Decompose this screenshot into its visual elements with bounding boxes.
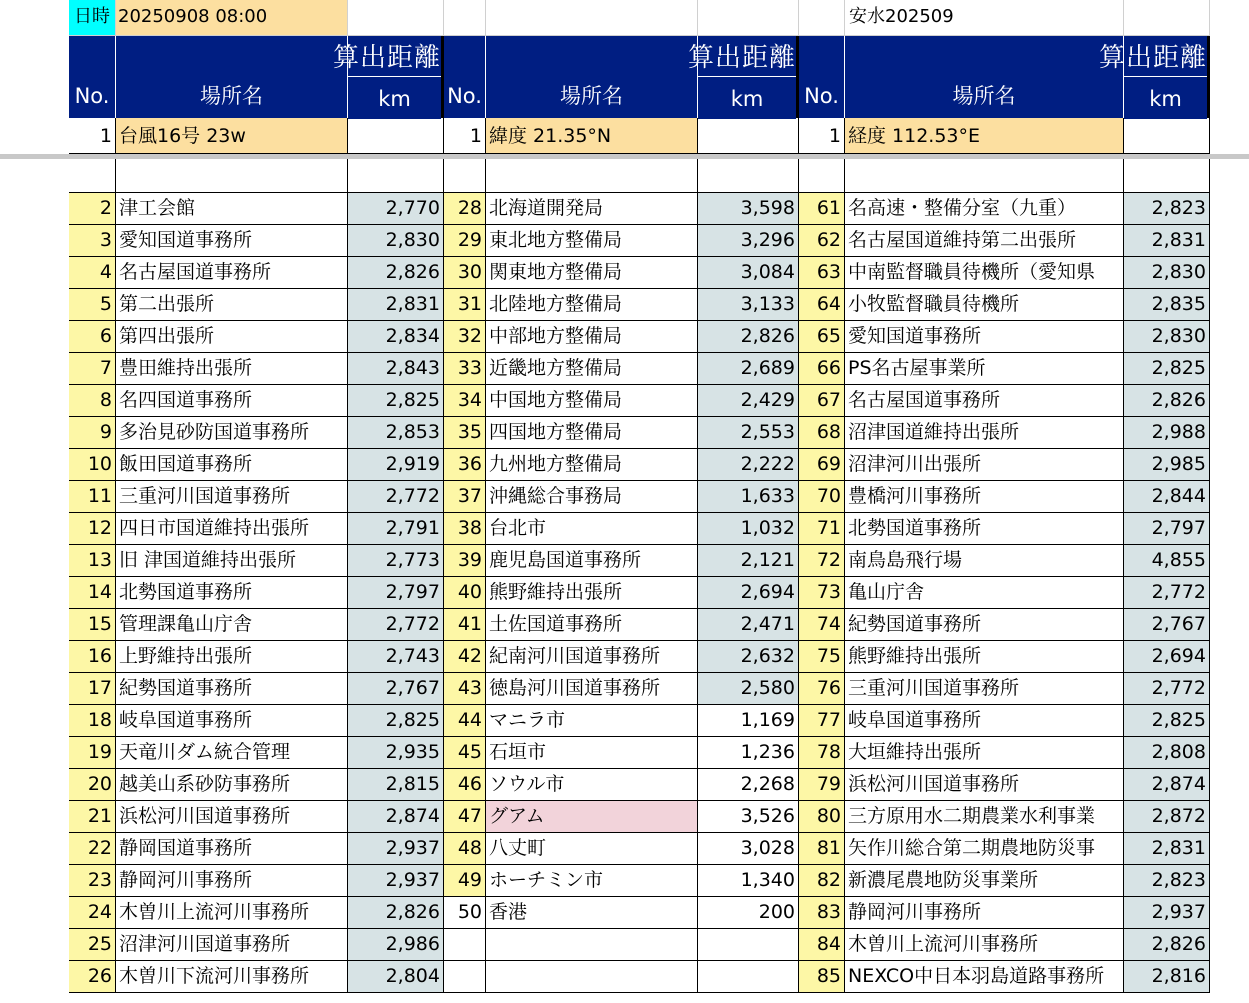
distance-km-cell[interactable]: 1,633 (698, 481, 799, 513)
distance-km-cell[interactable]: 2,797 (348, 577, 444, 609)
place-name-cell[interactable]: 名古屋国道事務所 (116, 257, 348, 289)
distance-km-cell[interactable]: 2,825 (348, 705, 444, 737)
place-name-cell[interactable]: 静岡国道事務所 (116, 833, 348, 865)
row-number-cell[interactable]: 74 (799, 609, 845, 641)
place-name-cell[interactable]: 小牧監督職員待機所 (845, 289, 1124, 321)
distance-km-cell[interactable]: 200 (698, 897, 799, 929)
table-row (0, 929, 1249, 961)
row-number-cell[interactable]: 5 (69, 289, 116, 321)
distance-km-cell[interactable]: 1,032 (698, 513, 799, 545)
place-name-cell[interactable]: 第四出張所 (116, 321, 348, 353)
table-row (0, 577, 1249, 609)
row-number-cell[interactable]: 35 (444, 417, 486, 449)
place-name-cell[interactable]: グアム (486, 801, 698, 833)
place-name-cell[interactable]: 三重河川国道事務所 (116, 481, 348, 513)
place-name-cell[interactable]: 熊野維持出張所 (845, 641, 1124, 673)
distance-km-cell[interactable]: 2,874 (1124, 769, 1210, 801)
place-name-cell[interactable]: 管理課亀山庁舎 (116, 609, 348, 641)
row-number-cell[interactable]: 19 (69, 737, 116, 769)
empty-cell[interactable] (69, 159, 116, 193)
place-name-cell[interactable]: 名四国道事務所 (116, 385, 348, 417)
distance-km-cell[interactable]: 2,791 (348, 513, 444, 545)
place-name-cell[interactable]: 南鳥島飛行場 (845, 545, 1124, 577)
place-name-cell[interactable]: 上野維持出張所 (116, 641, 348, 673)
row-number-cell[interactable] (444, 929, 486, 961)
row-number-cell[interactable]: 32 (444, 321, 486, 353)
row-number-cell[interactable]: 22 (69, 833, 116, 865)
place-name-cell[interactable]: 北勢国道事務所 (116, 577, 348, 609)
header-distance-title: 算出距離 (687, 43, 796, 73)
place-name-cell[interactable]: 旧 津国道維持出張所 (116, 545, 348, 577)
row-number-cell[interactable]: 73 (799, 577, 845, 609)
row-number-cell[interactable]: 66 (799, 353, 845, 385)
row-number-cell[interactable]: 70 (799, 481, 845, 513)
table-row (0, 385, 1249, 417)
empty-cell[interactable] (348, 159, 444, 193)
empty-cell[interactable] (486, 159, 698, 193)
distance-km-cell[interactable]: 1,340 (698, 865, 799, 897)
blank-row (0, 159, 1249, 193)
place-name-cell[interactable]: 沼津国道維持出張所 (845, 417, 1124, 449)
distance-km-cell[interactable]: 2,823 (1124, 193, 1210, 225)
distance-km-cell[interactable]: 2,825 (1124, 705, 1210, 737)
distance-km-cell[interactable]: 2,767 (348, 673, 444, 705)
table-row (0, 545, 1249, 577)
distance-km-cell[interactable]: 2,797 (1124, 513, 1210, 545)
row-number-cell[interactable]: 72 (799, 545, 845, 577)
row-number-cell[interactable]: 77 (799, 705, 845, 737)
place-name-cell[interactable]: 天竜川ダム統合管理 (116, 737, 348, 769)
header-no-cell[interactable] (69, 36, 116, 118)
place-name-cell[interactable]: 東北地方整備局 (486, 225, 698, 257)
distance-km-cell[interactable]: 2,872 (1124, 801, 1210, 833)
place-name-cell[interactable]: 大垣維持出張所 (845, 737, 1124, 769)
distance-km-cell[interactable]: 2,843 (348, 353, 444, 385)
distance-km-cell[interactable]: 4,855 (1124, 545, 1210, 577)
empty-cell[interactable] (1124, 118, 1210, 154)
row-number-cell[interactable]: 28 (444, 193, 486, 225)
distance-km-cell[interactable] (698, 961, 799, 993)
distance-km-cell[interactable]: 2,831 (1124, 833, 1210, 865)
place-name-cell[interactable]: 八丈町 (486, 833, 698, 865)
place-name-cell[interactable]: 豊田維持出張所 (116, 353, 348, 385)
header-km-cell[interactable] (1098, 36, 1210, 118)
table-row (0, 353, 1249, 385)
distance-km-cell[interactable]: 2,985 (1124, 449, 1210, 481)
place-name-cell[interactable]: 亀山庁舎 (845, 577, 1124, 609)
row-number-cell[interactable]: 76 (799, 673, 845, 705)
row-number-cell[interactable]: 47 (444, 801, 486, 833)
table-row (0, 225, 1249, 257)
distance-km-cell[interactable]: 3,526 (698, 801, 799, 833)
place-name-cell[interactable]: 沼津河川国道事務所 (116, 929, 348, 961)
row-number-cell[interactable]: 46 (444, 769, 486, 801)
distance-km-cell[interactable]: 2,937 (1124, 897, 1210, 929)
distance-km-cell[interactable]: 2,826 (698, 321, 799, 353)
distance-km-cell[interactable] (698, 929, 799, 961)
latitude-no-cell[interactable]: 1 (444, 118, 486, 154)
distance-km-cell[interactable]: 2,988 (1124, 417, 1210, 449)
distance-km-cell[interactable]: 2,429 (698, 385, 799, 417)
distance-km-cell[interactable]: 2,121 (698, 545, 799, 577)
distance-km-cell[interactable]: 3,133 (698, 289, 799, 321)
header-no-label: No. (447, 84, 482, 108)
table-row (0, 321, 1249, 353)
header-place-label: 場所名 (952, 84, 1016, 108)
header-km-cell[interactable] (332, 36, 444, 118)
place-name-cell[interactable]: 矢作川総合第二期農地防災事 (845, 833, 1124, 865)
header-km-label: km (348, 76, 441, 119)
distance-km-cell[interactable]: 2,825 (1124, 353, 1210, 385)
place-name-cell[interactable]: 関東地方整備局 (486, 257, 698, 289)
distance-km-cell[interactable]: 2,770 (348, 193, 444, 225)
date-row (0, 0, 1249, 36)
place-name-cell[interactable]: 香港 (486, 897, 698, 929)
header-band (0, 36, 1249, 118)
place-name-cell[interactable]: 静岡河川事務所 (845, 897, 1124, 929)
distance-km-cell[interactable]: 1,169 (698, 705, 799, 737)
place-name-cell[interactable]: 新濃尾農地防災事業所 (845, 865, 1124, 897)
row-number-cell[interactable]: 39 (444, 545, 486, 577)
place-name-cell[interactable]: 名古屋国道維持第二出張所 (845, 225, 1124, 257)
distance-km-cell[interactable]: 2,826 (348, 897, 444, 929)
distance-km-cell[interactable]: 2,772 (348, 481, 444, 513)
row-number-cell[interactable]: 43 (444, 673, 486, 705)
place-name-cell[interactable]: ソウル市 (486, 769, 698, 801)
row-number-cell[interactable]: 42 (444, 641, 486, 673)
row-number-cell[interactable]: 12 (69, 513, 116, 545)
distance-km-cell[interactable]: 2,830 (348, 225, 444, 257)
place-name-cell[interactable]: 名高速・整備分室（九重） (845, 193, 1124, 225)
table-row (0, 737, 1249, 769)
row-number-cell[interactable]: 82 (799, 865, 845, 897)
header-distance-title: 算出距離 (332, 43, 441, 73)
row-number-cell[interactable]: 34 (444, 385, 486, 417)
distance-km-cell[interactable]: 2,694 (1124, 641, 1210, 673)
place-name-cell[interactable]: 静岡河川事務所 (116, 865, 348, 897)
row-number-cell[interactable]: 41 (444, 609, 486, 641)
longitude-no-cell[interactable]: 1 (799, 118, 845, 154)
table-row (0, 481, 1249, 513)
table-row (0, 801, 1249, 833)
place-name-cell[interactable]: 土佐国道事務所 (486, 609, 698, 641)
distance-km-cell[interactable]: 2,268 (698, 769, 799, 801)
distance-km-cell[interactable]: 2,853 (348, 417, 444, 449)
place-name-cell[interactable]: 三重河川国道事務所 (845, 673, 1124, 705)
table-row (0, 897, 1249, 929)
row-number-cell[interactable]: 65 (799, 321, 845, 353)
place-name-cell[interactable] (486, 961, 698, 993)
row-number-cell[interactable]: 7 (69, 353, 116, 385)
table-row (0, 769, 1249, 801)
table-row (0, 289, 1249, 321)
header-place-label: 場所名 (560, 84, 623, 108)
place-name-cell[interactable]: 北勢国道事務所 (845, 513, 1124, 545)
distance-km-cell[interactable]: 2,826 (1124, 385, 1210, 417)
empty-cell[interactable] (348, 118, 444, 154)
place-name-cell[interactable]: 北海道開発局 (486, 193, 698, 225)
distance-km-cell[interactable]: 2,808 (1124, 737, 1210, 769)
date-value-cell[interactable]: 20250908 08:00 (116, 0, 348, 36)
header-km-label: km (1124, 76, 1207, 119)
empty-cell[interactable] (845, 159, 1124, 193)
place-name-cell[interactable]: 石垣市 (486, 737, 698, 769)
place-name-cell[interactable]: 岐阜国道事務所 (116, 705, 348, 737)
place-name-cell[interactable]: 四日市国道維持出張所 (116, 513, 348, 545)
table-row (0, 833, 1249, 865)
distance-km-cell[interactable]: 2,772 (1124, 673, 1210, 705)
row-number-cell[interactable]: 36 (444, 449, 486, 481)
row-number-cell[interactable]: 67 (799, 385, 845, 417)
distance-km-cell[interactable]: 3,084 (698, 257, 799, 289)
distance-km-cell[interactable]: 3,028 (698, 833, 799, 865)
row-number-cell[interactable]: 38 (444, 513, 486, 545)
distance-km-cell[interactable]: 2,222 (698, 449, 799, 481)
row-number-cell[interactable]: 69 (799, 449, 845, 481)
row-number-cell[interactable]: 80 (799, 801, 845, 833)
place-name-cell[interactable]: 飯田国道事務所 (116, 449, 348, 481)
distance-km-cell[interactable]: 2,834 (348, 321, 444, 353)
empty-cell[interactable] (486, 0, 698, 36)
place-name-cell[interactable]: 愛知国道事務所 (116, 225, 348, 257)
table-row (0, 673, 1249, 705)
place-name-cell[interactable]: 紀勢国道事務所 (116, 673, 348, 705)
distance-km-cell[interactable]: 2,830 (1124, 321, 1210, 353)
table-row (0, 609, 1249, 641)
distance-km-cell[interactable]: 2,694 (698, 577, 799, 609)
place-name-cell[interactable]: 熊野維持出張所 (486, 577, 698, 609)
distance-km-cell[interactable]: 2,767 (1124, 609, 1210, 641)
row-number-cell[interactable]: 18 (69, 705, 116, 737)
empty-cell[interactable] (799, 0, 845, 36)
header-km-label: km (698, 76, 796, 119)
place-name-cell[interactable]: 浜松河川国道事務所 (845, 769, 1124, 801)
distance-km-cell[interactable]: 2,773 (348, 545, 444, 577)
distance-km-cell[interactable]: 2,772 (1124, 577, 1210, 609)
distance-km-cell[interactable]: 2,935 (348, 737, 444, 769)
header-no-label: No. (74, 84, 110, 108)
typhoon-name-cell[interactable]: 台風16号 23w (116, 118, 348, 154)
empty-cell[interactable] (444, 0, 486, 36)
distance-km-cell[interactable]: 2,689 (698, 353, 799, 385)
row-number-cell[interactable]: 26 (69, 961, 116, 993)
distance-km-cell[interactable]: 2,986 (348, 929, 444, 961)
distance-km-cell[interactable]: 2,826 (1124, 929, 1210, 961)
distance-km-cell[interactable]: 2,825 (348, 385, 444, 417)
place-name-cell[interactable]: 沖縄総合事務局 (486, 481, 698, 513)
place-name-cell[interactable]: NEXCO中日本羽島道路事務所 (845, 961, 1124, 993)
row-number-cell[interactable]: 68 (799, 417, 845, 449)
row-number-cell[interactable]: 17 (69, 673, 116, 705)
distance-km-cell[interactable]: 2,804 (348, 961, 444, 993)
row-number-cell[interactable]: 3 (69, 225, 116, 257)
row-number-cell[interactable]: 64 (799, 289, 845, 321)
place-name-cell[interactable]: 鹿児島国道事務所 (486, 545, 698, 577)
row-number-cell[interactable]: 40 (444, 577, 486, 609)
place-name-cell[interactable]: 中南監督職員待機所（愛知県 (845, 257, 1124, 289)
row-number-cell[interactable]: 71 (799, 513, 845, 545)
distance-km-cell[interactable]: 2,937 (348, 865, 444, 897)
header-no-cell[interactable] (799, 36, 845, 118)
row-number-cell[interactable]: 23 (69, 865, 116, 897)
table-row (0, 257, 1249, 289)
row-number-cell[interactable]: 49 (444, 865, 486, 897)
row-number-cell[interactable]: 33 (444, 353, 486, 385)
row-number-cell[interactable]: 48 (444, 833, 486, 865)
place-name-cell[interactable]: PS名古屋事業所 (845, 353, 1124, 385)
header-no-cell[interactable] (444, 36, 486, 118)
distance-km-cell[interactable]: 2,830 (1124, 257, 1210, 289)
distance-km-cell[interactable]: 2,553 (698, 417, 799, 449)
place-name-cell[interactable] (486, 929, 698, 961)
row-number-cell[interactable]: 84 (799, 929, 845, 961)
distance-km-cell[interactable]: 2,580 (698, 673, 799, 705)
row-number-cell[interactable]: 10 (69, 449, 116, 481)
place-name-cell[interactable]: 沼津河川出張所 (845, 449, 1124, 481)
empty-cell[interactable] (799, 159, 845, 193)
row-number-cell[interactable] (444, 961, 486, 993)
distance-km-cell[interactable]: 3,296 (698, 225, 799, 257)
place-name-cell[interactable]: 徳島河川国道事務所 (486, 673, 698, 705)
place-name-cell[interactable]: 越美山系砂防事務所 (116, 769, 348, 801)
row-number-cell[interactable]: 75 (799, 641, 845, 673)
place-name-cell[interactable]: 近畿地方整備局 (486, 353, 698, 385)
place-name-cell[interactable]: 紀南河川国道事務所 (486, 641, 698, 673)
date-label-cell[interactable]: 日時 (69, 0, 116, 36)
row-number-cell[interactable]: 9 (69, 417, 116, 449)
row-number-cell[interactable]: 31 (444, 289, 486, 321)
place-name-cell[interactable]: 木曽川上流河川事務所 (116, 897, 348, 929)
empty-cell[interactable] (116, 159, 348, 193)
table-row (0, 641, 1249, 673)
place-name-cell[interactable]: 愛知国道事務所 (845, 321, 1124, 353)
empty-cell[interactable] (698, 159, 799, 193)
row-number-cell[interactable]: 6 (69, 321, 116, 353)
distance-km-cell[interactable]: 2,772 (348, 609, 444, 641)
distance-km-cell[interactable]: 2,874 (348, 801, 444, 833)
distance-km-cell[interactable]: 2,743 (348, 641, 444, 673)
row-number-cell[interactable]: 37 (444, 481, 486, 513)
place-name-cell[interactable]: 豊橋河川事務所 (845, 481, 1124, 513)
distance-km-cell[interactable]: 2,826 (348, 257, 444, 289)
row-number-cell[interactable]: 79 (799, 769, 845, 801)
table-row (0, 193, 1249, 225)
distance-km-cell[interactable]: 1,236 (698, 737, 799, 769)
row-number-cell[interactable]: 20 (69, 769, 116, 801)
distance-km-cell[interactable]: 2,831 (1124, 225, 1210, 257)
place-name-cell[interactable]: 木曽川下流河川事務所 (116, 961, 348, 993)
distance-km-cell[interactable]: 2,471 (698, 609, 799, 641)
distance-km-cell[interactable]: 2,919 (348, 449, 444, 481)
typhoon-no-cell[interactable]: 1 (69, 118, 116, 154)
table-row (0, 961, 1249, 993)
empty-cell[interactable] (1124, 0, 1210, 36)
table-row (0, 417, 1249, 449)
empty-cell[interactable] (698, 118, 799, 154)
place-name-cell[interactable]: 木曽川上流河川事務所 (845, 929, 1124, 961)
row-number-cell[interactable]: 63 (799, 257, 845, 289)
distance-km-cell[interactable]: 3,598 (698, 193, 799, 225)
row-number-cell[interactable]: 44 (444, 705, 486, 737)
place-name-cell[interactable]: 四国地方整備局 (486, 417, 698, 449)
typhoon-row (0, 118, 1249, 154)
distance-km-cell[interactable]: 2,835 (1124, 289, 1210, 321)
row-number-cell[interactable]: 29 (444, 225, 486, 257)
place-name-cell[interactable]: 三方原用水二期農業水利事業 (845, 801, 1124, 833)
row-number-cell[interactable]: 83 (799, 897, 845, 929)
place-name-cell[interactable]: 北陸地方整備局 (486, 289, 698, 321)
row-number-cell[interactable]: 50 (444, 897, 486, 929)
place-name-cell[interactable]: 名古屋国道事務所 (845, 385, 1124, 417)
row-number-cell[interactable]: 11 (69, 481, 116, 513)
header-no-label: No. (804, 84, 839, 108)
distance-km-cell[interactable]: 2,632 (698, 641, 799, 673)
place-name-cell[interactable]: 津工会館 (116, 193, 348, 225)
row-number-cell[interactable]: 78 (799, 737, 845, 769)
row-number-cell[interactable]: 62 (799, 225, 845, 257)
distance-km-cell[interactable]: 2,815 (348, 769, 444, 801)
place-name-cell[interactable]: 岐阜国道事務所 (845, 705, 1124, 737)
place-name-cell[interactable]: 台北市 (486, 513, 698, 545)
row-number-cell[interactable]: 85 (799, 961, 845, 993)
row-number-cell[interactable]: 21 (69, 801, 116, 833)
table-row (0, 513, 1249, 545)
place-name-cell[interactable]: 中部地方整備局 (486, 321, 698, 353)
longitude-cell[interactable]: 経度 112.53°E (845, 118, 1124, 154)
header-distance-title: 算出距離 (1098, 43, 1207, 73)
row-number-cell[interactable]: 13 (69, 545, 116, 577)
row-number-cell[interactable]: 45 (444, 737, 486, 769)
empty-cell[interactable] (1124, 159, 1210, 193)
row-number-cell[interactable]: 61 (799, 193, 845, 225)
place-name-cell[interactable]: ホーチミン市 (486, 865, 698, 897)
row-number-cell[interactable]: 8 (69, 385, 116, 417)
sheet-name-cell[interactable]: 安水202509 (845, 0, 1124, 36)
place-name-cell[interactable]: 浜松河川国道事務所 (116, 801, 348, 833)
header-km-cell[interactable] (687, 36, 799, 118)
row-number-cell[interactable]: 15 (69, 609, 116, 641)
place-name-cell[interactable]: 第二出張所 (116, 289, 348, 321)
place-name-cell[interactable]: 九州地方整備局 (486, 449, 698, 481)
place-name-cell[interactable]: 紀勢国道事務所 (845, 609, 1124, 641)
latitude-cell[interactable]: 緯度 21.35°N (486, 118, 698, 154)
header-place-label: 場所名 (200, 84, 263, 108)
table-row (0, 449, 1249, 481)
row-number-cell[interactable]: 25 (69, 929, 116, 961)
place-name-cell[interactable]: 多治見砂防国道事務所 (116, 417, 348, 449)
distance-km-cell[interactable]: 2,844 (1124, 481, 1210, 513)
place-name-cell[interactable]: マニラ市 (486, 705, 698, 737)
row-number-cell[interactable]: 30 (444, 257, 486, 289)
empty-cell[interactable] (348, 0, 444, 36)
row-number-cell[interactable]: 4 (69, 257, 116, 289)
row-number-cell[interactable]: 16 (69, 641, 116, 673)
distance-km-cell[interactable]: 2,823 (1124, 865, 1210, 897)
empty-cell[interactable] (698, 0, 799, 36)
distance-km-cell[interactable]: 2,831 (348, 289, 444, 321)
row-number-cell[interactable]: 81 (799, 833, 845, 865)
distance-km-cell[interactable]: 2,816 (1124, 961, 1210, 993)
row-number-cell[interactable]: 14 (69, 577, 116, 609)
row-number-cell[interactable]: 2 (69, 193, 116, 225)
table-row (0, 705, 1249, 737)
distance-km-cell[interactable]: 2,937 (348, 833, 444, 865)
row-number-cell[interactable]: 24 (69, 897, 116, 929)
empty-cell[interactable] (444, 159, 486, 193)
place-name-cell[interactable]: 中国地方整備局 (486, 385, 698, 417)
table-row (0, 865, 1249, 897)
